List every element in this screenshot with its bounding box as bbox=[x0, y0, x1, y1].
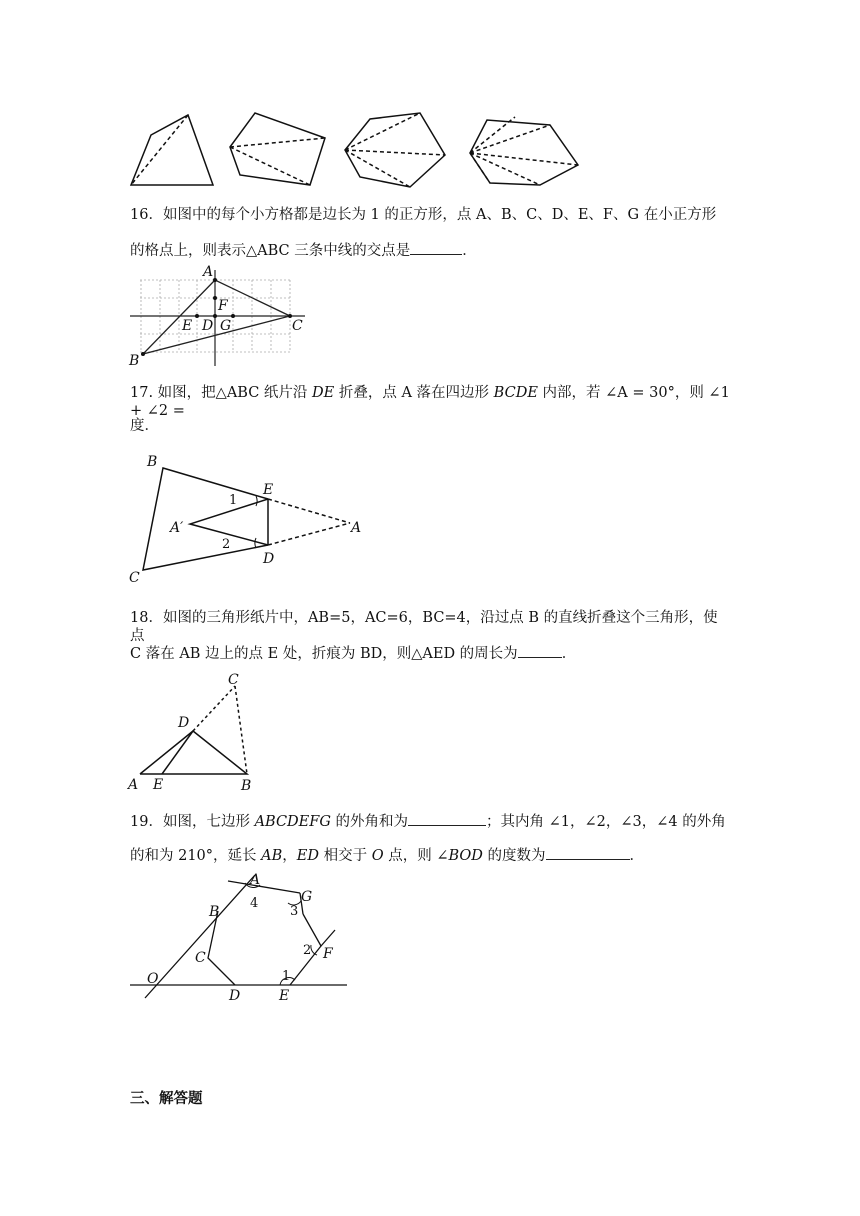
q19-angle-1: 1 bbox=[282, 969, 291, 984]
q18-triangle-figure bbox=[125, 670, 265, 795]
q19-label-c: C bbox=[195, 950, 206, 966]
quadrilateral bbox=[131, 115, 213, 185]
q17-text-2: 度． bbox=[130, 418, 159, 434]
q18-label-e: E bbox=[153, 777, 164, 793]
q19-text-1a: 19．如图，七边形 bbox=[130, 814, 255, 830]
q17-label-a-prime: A′ bbox=[170, 520, 184, 536]
q19-bod: BOD bbox=[448, 848, 483, 864]
q19-angle-4: 4 bbox=[250, 896, 259, 911]
q19-label-b: B bbox=[209, 904, 220, 920]
q17-text-1c: 内部，若 ∠A = 30°，则 ∠1 + ∠2 = bbox=[130, 385, 730, 419]
q18-label-c: C bbox=[228, 672, 239, 688]
q16-label-f: F bbox=[218, 298, 228, 314]
q18-text-2a: C 落在 AB 边上的点 E 处，折痕为 BD，则△AED 的周长为 bbox=[130, 646, 518, 662]
heptagon bbox=[470, 120, 578, 185]
q19-label-d: D bbox=[229, 988, 241, 1003]
pentagon bbox=[230, 113, 325, 185]
q17-label-e: E bbox=[263, 482, 274, 498]
q19-ab: AB bbox=[261, 848, 283, 864]
q18-text-1: 18．如图的三角形纸片中，AB=5，AC=6，BC=4，沿过点 B 的直线折叠这个三角形，使点 bbox=[130, 610, 718, 644]
q19-line1 bbox=[130, 811, 730, 831]
q19-label-g: G bbox=[301, 889, 313, 905]
q19-text-2f: ． bbox=[629, 848, 645, 864]
q17-label-d: D bbox=[263, 551, 275, 567]
q19-answer-blank-2[interactable] bbox=[546, 845, 630, 860]
q19-label-f: F bbox=[323, 946, 333, 962]
q18-label-d: D bbox=[178, 715, 190, 731]
q17-angle-1: 1 bbox=[229, 493, 238, 508]
q18-line2 bbox=[130, 643, 730, 663]
q19-label-a: A bbox=[250, 872, 261, 888]
q16-line2 bbox=[130, 240, 730, 260]
q16-text-2a: 的格点上，则表示△ABC 三条中线的交点是 bbox=[130, 243, 411, 259]
q17-de: DE bbox=[312, 385, 335, 401]
q19-angle-3: 3 bbox=[290, 904, 299, 919]
q18-label-a: A bbox=[128, 777, 139, 793]
q16-label-d: D bbox=[202, 318, 214, 334]
quad-diagonal bbox=[131, 115, 188, 185]
q19-label-o: O bbox=[147, 971, 159, 987]
q16-label-b: B bbox=[129, 353, 140, 369]
q19-heptagon-figure bbox=[125, 868, 355, 1003]
q16-grid-figure bbox=[125, 262, 325, 372]
q19-poly: ABCDEFG bbox=[254, 814, 331, 830]
q19-text-2a: 的和为 210°，延长 bbox=[130, 848, 262, 864]
q17-label-c: C bbox=[129, 570, 140, 586]
q17-line2 bbox=[130, 417, 730, 435]
q19-text-2c: 相交于 bbox=[319, 848, 372, 864]
q16-text-2b: ． bbox=[462, 243, 477, 259]
q17-label-a: A bbox=[351, 520, 362, 536]
q17-angle-2: 2 bbox=[222, 537, 231, 552]
q16-label-c: C bbox=[292, 318, 303, 334]
q17-text-1b: 折叠，点 A 落在四边形 bbox=[334, 385, 494, 401]
q19-ed: ED bbox=[296, 848, 320, 864]
q19-text-2e: 的度数为 bbox=[482, 848, 546, 864]
q19-text-1b: 的外角和为 bbox=[330, 814, 409, 830]
q19-answer-blank-1[interactable] bbox=[408, 811, 486, 826]
q16-label-a: A bbox=[203, 264, 214, 280]
q19-line-ab bbox=[145, 875, 255, 998]
q16-number: 16． bbox=[130, 207, 163, 223]
q19-text-2d: 点，则 ∠ bbox=[383, 848, 449, 864]
q18-line1 bbox=[130, 609, 730, 645]
q19-line2 bbox=[130, 845, 730, 865]
q19-angle-2: 2 bbox=[303, 943, 312, 958]
q18-text-2b: ． bbox=[561, 646, 577, 662]
q17-label-b: B bbox=[147, 454, 158, 470]
q19-label-e: E bbox=[279, 988, 290, 1003]
q16-text-1: 如图中的每个小方格都是边长为 1 的正方形，点 A、B、C、D、E、F、G 在小正方形 bbox=[162, 207, 717, 223]
q17-text-1a: 17. 如图，把△ABC 纸片沿 bbox=[130, 385, 313, 401]
q16-line1 bbox=[130, 206, 730, 224]
section-3-heading: 三、解答题 bbox=[130, 1091, 203, 1107]
q17-line1 bbox=[130, 384, 730, 420]
q19-o: O bbox=[371, 848, 384, 864]
q19-text-2b: ， bbox=[282, 848, 297, 864]
polygons-figure bbox=[125, 105, 595, 195]
q17-fold-figure bbox=[125, 450, 375, 590]
q18-triangle-sides bbox=[140, 731, 247, 774]
q16-label-g: G bbox=[220, 318, 232, 334]
q17-bcde: BCDE bbox=[493, 385, 538, 401]
q16-label-e: E bbox=[182, 318, 193, 334]
q16-answer-blank[interactable] bbox=[410, 240, 462, 255]
q18-label-b: B bbox=[241, 778, 252, 794]
q19-text-1c: ；其内角 ∠1，∠2，∠3，∠4 的外角 bbox=[486, 814, 726, 830]
q18-answer-blank[interactable] bbox=[518, 643, 562, 658]
